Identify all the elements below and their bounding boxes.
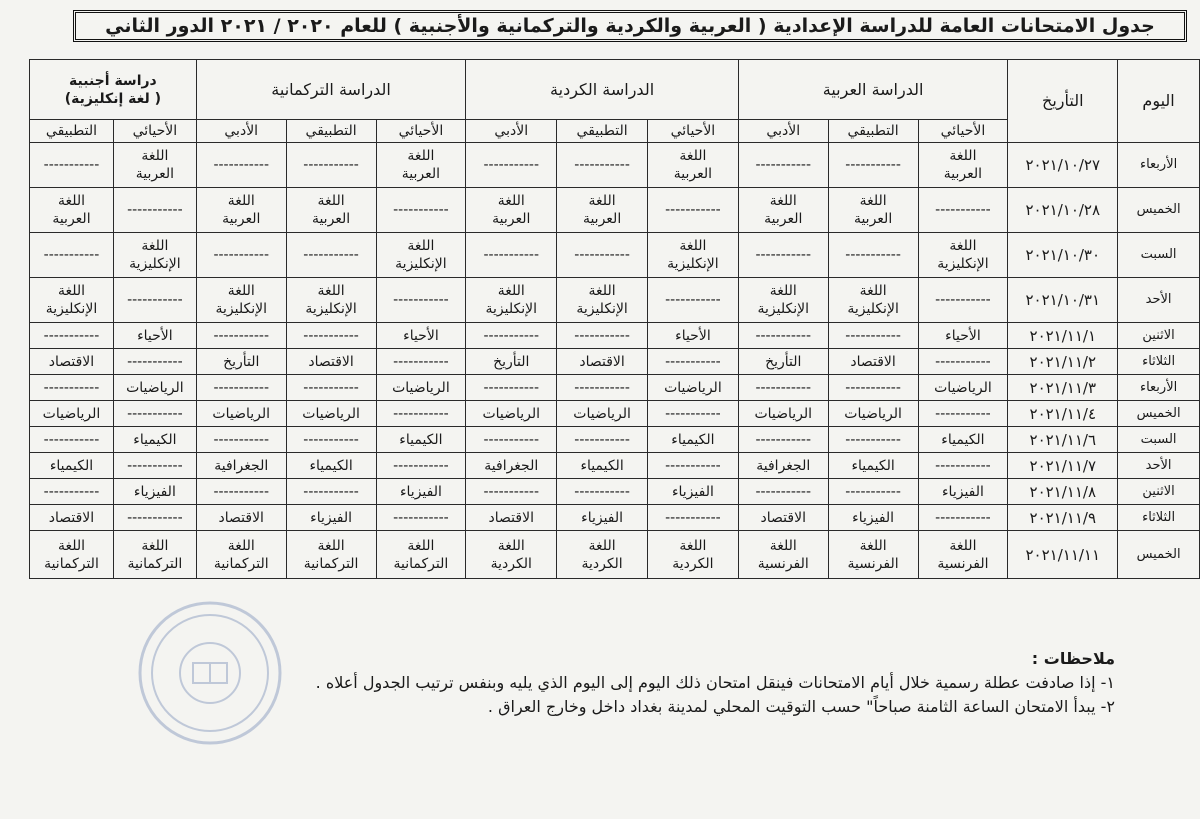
official-stamp-icon	[135, 598, 285, 748]
subject-cell: -----------	[828, 479, 918, 505]
subject-cell: -----------	[738, 233, 828, 278]
subject-cell: التأريخ	[738, 349, 828, 375]
subject-cell: -----------	[30, 323, 114, 349]
header-row-groups	[30, 60, 1200, 120]
subject-cell: -----------	[286, 233, 376, 278]
subject-cell: اللغة الإنكليزية	[557, 278, 648, 323]
subject-cell: -----------	[286, 323, 376, 349]
header-branch: الأحيائي	[376, 120, 466, 143]
subject-cell: -----------	[113, 505, 196, 531]
subject-cell: الفيزياء	[286, 505, 376, 531]
subject-cell: -----------	[918, 188, 1008, 233]
subject-cell: -----------	[466, 479, 557, 505]
header-branch: الأدبي	[466, 120, 557, 143]
table-row	[30, 233, 1200, 278]
note-item: ٢- يبدأ الامتحان الساعة الثامنة صباحاً" حسب التوقيت المحلي لمدينة بغداد داخل وخارج العراق .	[487, 697, 1115, 716]
row-day: الاثنين	[1118, 479, 1200, 505]
subject-cell: التأريخ	[196, 349, 286, 375]
row-day: السبت	[1118, 233, 1200, 278]
header-day: اليوم	[1118, 60, 1200, 143]
subject-cell: -----------	[557, 479, 648, 505]
subject-cell: -----------	[376, 401, 466, 427]
subject-cell: -----------	[113, 188, 196, 233]
subject-cell: -----------	[828, 427, 918, 453]
subject-cell: اللغة العربية	[466, 188, 557, 233]
subject-cell: الأحياء	[113, 323, 196, 349]
table-row	[30, 505, 1200, 531]
subject-cell: -----------	[30, 427, 114, 453]
subject-cell: اللغة العربية	[557, 188, 648, 233]
subject-cell: الكيمياء	[648, 427, 739, 453]
row-date: ٢٠٢١/١١/٦	[1008, 427, 1118, 453]
subject-cell: الاقتصاد	[30, 349, 114, 375]
table-row	[30, 375, 1200, 401]
subject-cell: اللغة الفرنسية	[918, 531, 1008, 579]
subject-cell: الرياضيات	[196, 401, 286, 427]
subject-cell: -----------	[286, 479, 376, 505]
row-date: ٢٠٢١/١١/١	[1008, 323, 1118, 349]
subject-cell: الاقتصاد	[557, 349, 648, 375]
row-date: ٢٠٢١/١١/٤	[1008, 401, 1118, 427]
header-branch: الأحيائي	[113, 120, 196, 143]
row-day: الأحد	[1118, 453, 1200, 479]
subject-cell: الرياضيات	[113, 375, 196, 401]
subject-cell: -----------	[376, 188, 466, 233]
row-date: ٢٠٢١/١٠/٢٧	[1008, 143, 1118, 188]
table-row	[30, 427, 1200, 453]
subject-cell: اللغة العربية	[738, 188, 828, 233]
subject-cell: اللغة العربية	[828, 188, 918, 233]
subject-cell: اللغة الكردية	[466, 531, 557, 579]
subject-cell: الاقتصاد	[30, 505, 114, 531]
row-day: الخميس	[1118, 188, 1200, 233]
subject-cell: اللغة التركمانية	[376, 531, 466, 579]
subject-cell: اللغة العربية	[648, 143, 739, 188]
subject-cell: الرياضيات	[30, 401, 114, 427]
subject-cell: -----------	[738, 375, 828, 401]
subject-cell: -----------	[113, 453, 196, 479]
page-title	[73, 10, 1187, 42]
subject-cell: -----------	[557, 323, 648, 349]
subject-cell: -----------	[738, 143, 828, 188]
subject-cell: -----------	[113, 278, 196, 323]
subject-cell: الكيمياء	[286, 453, 376, 479]
subject-cell: الاقتصاد	[828, 349, 918, 375]
subject-cell: الرياضيات	[738, 401, 828, 427]
row-day: الأحد	[1118, 278, 1200, 323]
header-date: التأريخ	[1008, 60, 1118, 143]
subject-cell: التأريخ	[466, 349, 557, 375]
subject-cell: -----------	[648, 188, 739, 233]
subject-cell: -----------	[466, 233, 557, 278]
row-date: ٢٠٢١/١١/٢	[1008, 349, 1118, 375]
header-group-kurdish: الدراسة الكردية	[466, 60, 738, 120]
subject-cell: اللغة الفرنسية	[738, 531, 828, 579]
subject-cell: -----------	[286, 375, 376, 401]
subject-cell: اللغة الإنكليزية	[196, 278, 286, 323]
header-branch: الأدبي	[738, 120, 828, 143]
subject-cell: الأحياء	[376, 323, 466, 349]
subject-cell: اللغة العربية	[376, 143, 466, 188]
subject-cell: -----------	[376, 349, 466, 375]
subject-cell: اللغة الإنكليزية	[738, 278, 828, 323]
subject-cell: الأحياء	[918, 323, 1008, 349]
subject-cell: -----------	[30, 375, 114, 401]
header-group-foreign: دراسة أجنبية ( لغة إنكليزية)	[30, 60, 197, 120]
subject-cell: اللغة التركمانية	[30, 531, 114, 579]
subject-cell: الفيزياء	[828, 505, 918, 531]
subject-cell: الرياضيات	[918, 375, 1008, 401]
subject-cell: -----------	[113, 401, 196, 427]
subject-cell: الاقتصاد	[738, 505, 828, 531]
row-date: ٢٠٢١/١٠/٣١	[1008, 278, 1118, 323]
subject-cell: -----------	[376, 505, 466, 531]
note-item: ١- إذا صادفت عطلة رسمية خلال أيام الامتحانات فينقل امتحان ذلك اليوم إلى اليوم الذي يليه وبنفس ترتيب الجدول أعلاه .	[315, 673, 1115, 692]
row-day: الأربعاء	[1118, 143, 1200, 188]
subject-cell: الفيزياء	[113, 479, 196, 505]
table-row	[30, 143, 1200, 188]
row-day: الخميس	[1118, 401, 1200, 427]
subject-cell: -----------	[828, 143, 918, 188]
row-day: الخميس	[1118, 531, 1200, 579]
table-row	[30, 453, 1200, 479]
subject-cell: الفيزياء	[376, 479, 466, 505]
subject-cell: -----------	[648, 505, 739, 531]
subject-cell: الرياضيات	[828, 401, 918, 427]
page-title-text: جدول الامتحانات العامة للدراسة الإعدادية ( العربية والكردية والتركمانية والأجنبية ) للعام ٢٠٢٠ / ٢٠٢١ الدور الثاني	[105, 15, 1155, 37]
header-branch: التطبيقي	[286, 120, 376, 143]
subject-cell: الرياضيات	[648, 375, 739, 401]
subject-cell: -----------	[113, 349, 196, 375]
subject-cell: -----------	[557, 375, 648, 401]
subject-cell: الرياضيات	[557, 401, 648, 427]
subject-cell: -----------	[557, 143, 648, 188]
subject-cell: -----------	[648, 278, 739, 323]
header-group-turkmen: الدراسة التركمانية	[196, 60, 466, 120]
table-row	[30, 349, 1200, 375]
subject-cell: -----------	[30, 233, 114, 278]
row-date: ٢٠٢١/١١/٩	[1008, 505, 1118, 531]
table-row	[30, 188, 1200, 233]
subject-cell: اللغة الفرنسية	[828, 531, 918, 579]
subject-cell: -----------	[196, 375, 286, 401]
subject-cell: -----------	[196, 233, 286, 278]
table-row	[30, 401, 1200, 427]
subject-cell: -----------	[196, 427, 286, 453]
subject-cell: -----------	[466, 323, 557, 349]
subject-cell: -----------	[648, 401, 739, 427]
subject-cell: الكيمياء	[30, 453, 114, 479]
subject-cell: -----------	[918, 278, 1008, 323]
subject-cell: -----------	[557, 427, 648, 453]
subject-cell: -----------	[30, 143, 114, 188]
subject-cell: -----------	[557, 233, 648, 278]
subject-cell: -----------	[828, 233, 918, 278]
subject-cell: -----------	[918, 453, 1008, 479]
row-day: السبت	[1118, 427, 1200, 453]
subject-cell: اللغة العربية	[918, 143, 1008, 188]
subject-cell: الكيمياء	[113, 427, 196, 453]
subject-cell: اللغة الإنكليزية	[30, 278, 114, 323]
table-row	[30, 323, 1200, 349]
subject-cell: اللغة الإنكليزية	[286, 278, 376, 323]
subject-cell: الرياضيات	[376, 375, 466, 401]
subject-cell: -----------	[918, 349, 1008, 375]
subject-cell: -----------	[376, 278, 466, 323]
subject-cell: -----------	[196, 323, 286, 349]
row-date: ٢٠٢١/١١/٨	[1008, 479, 1118, 505]
subject-cell: -----------	[466, 143, 557, 188]
subject-cell: اللغة العربية	[286, 188, 376, 233]
subject-cell: اللغة الإنكليزية	[376, 233, 466, 278]
subject-cell: -----------	[918, 505, 1008, 531]
subject-cell: -----------	[286, 427, 376, 453]
subject-cell: الاقتصاد	[286, 349, 376, 375]
subject-cell: اللغة الإنكليزية	[648, 233, 739, 278]
notes-heading: ملاحظات :	[1031, 649, 1115, 668]
row-date: ٢٠٢١/١١/٧	[1008, 453, 1118, 479]
subject-cell: -----------	[196, 479, 286, 505]
subject-cell: -----------	[918, 401, 1008, 427]
subject-cell: الكيمياء	[557, 453, 648, 479]
subject-cell: الاقتصاد	[196, 505, 286, 531]
header-group-arabic: الدراسة العربية	[738, 60, 1008, 120]
table-row	[30, 531, 1200, 579]
subject-cell: الكيمياء	[918, 427, 1008, 453]
subject-cell: -----------	[738, 323, 828, 349]
row-date: ٢٠٢١/١١/١١	[1008, 531, 1118, 579]
subject-cell: -----------	[828, 323, 918, 349]
subject-cell: اللغة التركمانية	[286, 531, 376, 579]
subject-cell: -----------	[648, 453, 739, 479]
header-branch: التطبيقي	[557, 120, 648, 143]
subject-cell: الأحياء	[648, 323, 739, 349]
row-day: الاثنين	[1118, 323, 1200, 349]
table-row	[30, 479, 1200, 505]
header-branch: الأحيائي	[648, 120, 739, 143]
subject-cell: اللغة الكردية	[648, 531, 739, 579]
subject-cell: -----------	[738, 427, 828, 453]
header-branch: الأدبي	[196, 120, 286, 143]
subject-cell: -----------	[30, 479, 114, 505]
subject-cell: -----------	[466, 427, 557, 453]
subject-cell: اللغة الإنكليزية	[113, 233, 196, 278]
row-day: الأربعاء	[1118, 375, 1200, 401]
subject-cell: اللغة العربية	[113, 143, 196, 188]
header-branch: التطبيقي	[828, 120, 918, 143]
subject-cell: الكيمياء	[828, 453, 918, 479]
row-day: الثلاثاء	[1118, 349, 1200, 375]
subject-cell: الاقتصاد	[466, 505, 557, 531]
subject-cell: -----------	[466, 375, 557, 401]
subject-cell: الفيزياء	[918, 479, 1008, 505]
subject-cell: اللغة الإنكليزية	[828, 278, 918, 323]
row-date: ٢٠٢١/١٠/٣٠	[1008, 233, 1118, 278]
subject-cell: الرياضيات	[466, 401, 557, 427]
subject-cell: الجغرافية	[466, 453, 557, 479]
subject-cell: -----------	[286, 143, 376, 188]
header-branch: الأحيائي	[918, 120, 1008, 143]
table-row	[30, 278, 1200, 323]
subject-cell: اللغة العربية	[30, 188, 114, 233]
exam-schedule-table	[29, 59, 1200, 579]
subject-cell: الرياضيات	[286, 401, 376, 427]
subject-cell: اللغة العربية	[196, 188, 286, 233]
subject-cell: اللغة الكردية	[557, 531, 648, 579]
row-date: ٢٠٢١/١١/٣	[1008, 375, 1118, 401]
subject-cell: الجغرافية	[196, 453, 286, 479]
subject-cell: الجغرافية	[738, 453, 828, 479]
subject-cell: -----------	[738, 479, 828, 505]
subject-cell: -----------	[376, 453, 466, 479]
subject-cell: -----------	[648, 349, 739, 375]
subject-cell: اللغة التركمانية	[196, 531, 286, 579]
subject-cell: اللغة التركمانية	[113, 531, 196, 579]
row-date: ٢٠٢١/١٠/٢٨	[1008, 188, 1118, 233]
subject-cell: الفيزياء	[648, 479, 739, 505]
row-day: الثلاثاء	[1118, 505, 1200, 531]
subject-cell: اللغة الإنكليزية	[918, 233, 1008, 278]
header-branch: التطبيقي	[30, 120, 114, 143]
subject-cell: الفيزياء	[557, 505, 648, 531]
subject-cell: الكيمياء	[376, 427, 466, 453]
subject-cell: اللغة الإنكليزية	[466, 278, 557, 323]
subject-cell: -----------	[828, 375, 918, 401]
subject-cell: -----------	[196, 143, 286, 188]
